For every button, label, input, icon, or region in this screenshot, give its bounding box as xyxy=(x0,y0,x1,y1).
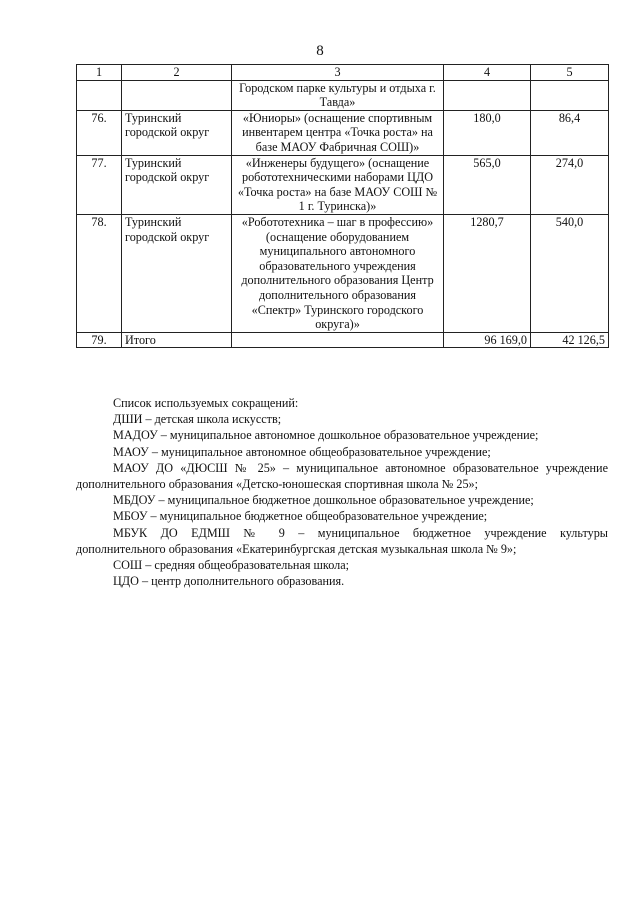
abbreviation-item: МАОУ – муниципальное автономное общеобразовательное учреждение; xyxy=(113,444,491,459)
total-value-cell: 42 126,5 xyxy=(531,332,609,348)
total-value-cell: 96 169,0 xyxy=(444,332,531,348)
row-number-cell: 76. xyxy=(77,110,122,155)
value-cell: 274,0 xyxy=(531,155,609,214)
abbreviation-item: МАДОУ – муниципальное автономное дошкольное образовательное учреждение; xyxy=(113,428,539,443)
description-cell: «Юниоры» (оснащение спортивным инвентарем центра «Точка роста» на базе МАОУ Фабричная СОШ)» xyxy=(232,110,444,155)
abbreviation-item: МБДОУ – муниципальное бюджетное дошкольное образовательное учреждение; xyxy=(113,493,534,508)
abbreviations-heading: Список используемых сокращений: xyxy=(113,396,299,410)
value-cell: 1280,7 xyxy=(444,214,531,332)
column-header: 5 xyxy=(531,65,609,81)
value-cell: 180,0 xyxy=(444,110,531,155)
row-number-cell xyxy=(77,80,122,110)
abbreviation-item: МБУК ДО ЕДМШ № 9 – муниципальное бюджетное учреждение культуры xyxy=(113,525,608,540)
value-cell xyxy=(444,80,531,110)
value-cell: 540,0 xyxy=(531,214,609,332)
region-cell: Туринский городской округ xyxy=(122,110,232,155)
abbreviation-item: МБОУ – муниципальное бюджетное общеобразовательное учреждение; xyxy=(113,509,488,524)
column-header: 2 xyxy=(122,65,232,81)
description-cell: «Робототехника – шаг в профессию» (оснащение оборудованием муниципального автономного образовательного учреждения дополнительного образования Центр дополнительного образования «Спектр» Туринского городского округа)» xyxy=(232,214,444,332)
value-cell: 565,0 xyxy=(444,155,531,214)
table-row xyxy=(77,214,609,332)
table-row xyxy=(77,155,609,214)
abbreviation-item: СОШ – средняя общеобразовательная школа; xyxy=(113,558,350,573)
funding-table xyxy=(76,64,609,348)
row-number-cell: 79. xyxy=(77,332,122,348)
abbreviation-item: МАОУ ДО «ДЮСШ № 25» – муниципальное автономное образовательное учреждение xyxy=(113,460,608,475)
abbreviation-item-continuation: дополнительного образования «Екатеринбургская детская музыкальная школа № 9»; xyxy=(76,541,517,556)
region-cell: Туринский городской округ xyxy=(122,155,232,214)
table-row-total xyxy=(77,332,609,348)
row-number-cell: 78. xyxy=(77,214,122,332)
value-cell: 86,4 xyxy=(531,110,609,155)
region-cell: Туринский городской округ xyxy=(122,214,232,332)
page-number: 8 xyxy=(316,43,324,59)
abbreviations-list xyxy=(76,395,608,589)
region-cell xyxy=(122,80,232,110)
column-header: 4 xyxy=(444,65,531,81)
table-header-row xyxy=(77,65,609,81)
value-cell xyxy=(531,80,609,110)
table-row xyxy=(77,110,609,155)
description-cell: «Инженеры будущего» (оснащение робототехническими наборами ЦДО «Точка роста» на базе МАОУ СОШ № 1 г. Туринска)» xyxy=(232,155,444,214)
abbreviation-item: ДШИ – детская школа искусств; xyxy=(113,412,282,427)
abbreviation-item-continuation: дополнительного образования «Детско-юношеская спортивная школа № 25»; xyxy=(76,477,479,492)
description-cell: Городском парке культуры и отдыха г. Тавда» xyxy=(232,80,444,110)
abbreviation-item: ЦДО – центр дополнительного образования. xyxy=(113,574,345,589)
row-number-cell: 77. xyxy=(77,155,122,214)
column-header: 1 xyxy=(77,65,122,81)
column-header: 3 xyxy=(232,65,444,81)
total-label-cell: Итого xyxy=(122,332,232,348)
description-cell xyxy=(232,332,444,348)
table-row-continuation xyxy=(77,80,609,110)
